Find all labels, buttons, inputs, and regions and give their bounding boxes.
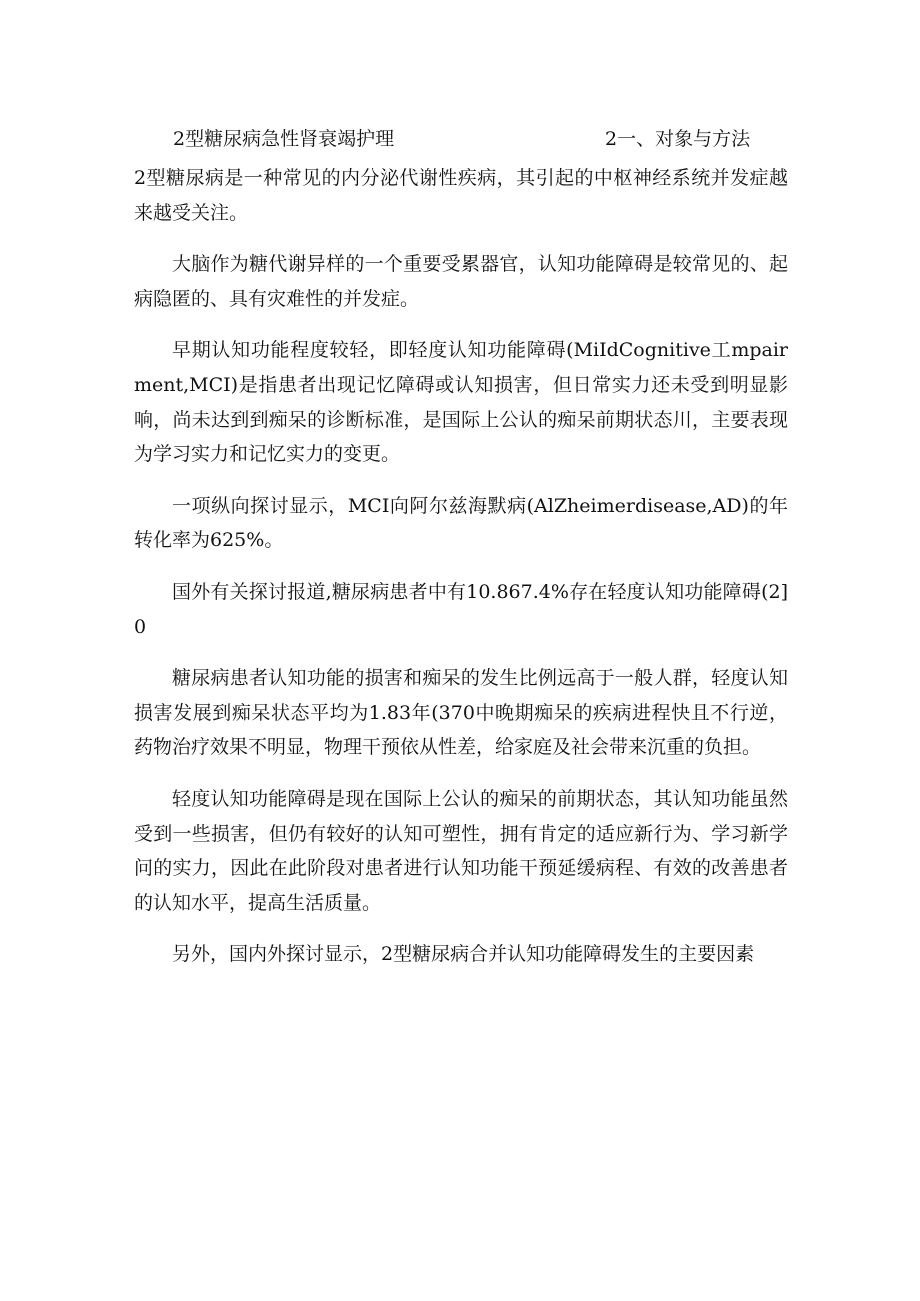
paragraph: 国外有关探讨报道,糖尿病患者中有10.867.4%存在轻度认知功能障碍(2]0: [134, 580, 788, 638]
paragraph: 糖尿病患者认知功能的损害和痴呆的发生比例远高于一般人群，轻度认知损害发展到痴呆状态平均为1.83年(370中晚期痴呆的疾病进程快且不行逆，药物治疗效果不明显，物理干预依从性差，给家庭及社会带来沉重的负担。: [134, 667, 788, 759]
paragraph: 轻度认知功能障碍是现在国际上公认的痴呆的前期状态，其认知功能虽然受到一些损害，但仍有较好的认知可塑性，拥有肯定的适应新行为、学习新学问的实力，因此在此阶段对患者进行认知功能干预延缓病程、有效的改善患者的认知水平，提高生活质量。: [134, 787, 788, 914]
document-title: 2型糖尿病急性肾衰竭护理: [173, 128, 395, 150]
paragraph: 早期认知功能程度较轻，即轻度认知功能障碍(MiIdCognitive工mpairment,MCI)是指患者出现记忆障碍或认知损害，但日常实力还未受到明显影响，尚未达到到痴呆的诊断标准，是国际上公认的痴呆前期状态川，主要表现为学习实力和记忆实力的变更。: [134, 339, 788, 466]
paragraph: 一项纵向探讨显示，MCI向阿尔兹海默病(AlZheimerdisease,AD)的年转化率为625%。: [134, 494, 788, 552]
document-body: [134, 161, 788, 989]
paragraph: 2型糖尿病是一种常见的内分泌代谢性疾病，其引起的中枢神经系统并发症越来越受关注。: [134, 167, 788, 224]
document-header: [173, 124, 773, 154]
paragraph: 另外，国内外探讨显示，2型糖尿病合并认知功能障碍发生的主要因素: [172, 943, 755, 966]
section-heading: 2一、对象与方法: [605, 128, 751, 150]
paragraph: 大脑作为糖代谢异样的一个重要受累器官，认知功能障碍是较常见的、起病隐匿的、具有灾难性的并发症。: [134, 253, 788, 310]
